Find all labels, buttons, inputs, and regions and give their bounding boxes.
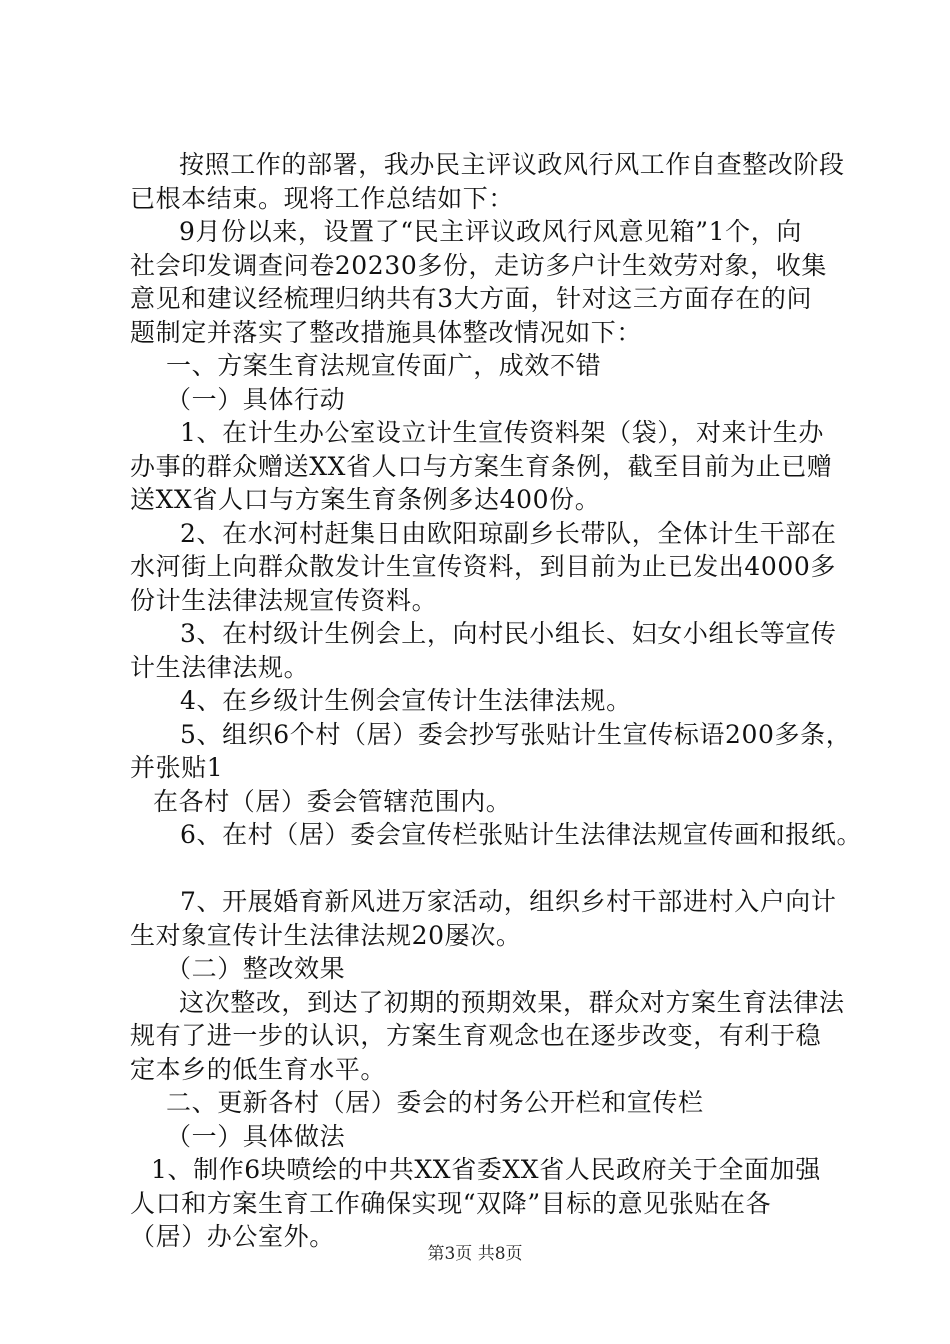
subsection-heading: （一）具体行动 xyxy=(166,384,346,414)
paragraph-line: 3、在村级计生例会上，向村民小组长、妇女小组长等宣传 xyxy=(180,619,837,648)
paragraph-line: 按照工作的部署，我办民主评议政风行风工作自查整改阶段 xyxy=(179,150,845,179)
paragraph-line: 并张贴1 xyxy=(130,753,224,782)
paragraph-line: 5、组织6个村（居）委会抄写张贴计生宣传标语200多条， xyxy=(180,719,852,749)
paragraph-line: 9月份以来，设置了“民主评议政风行风意见箱”1个，向 xyxy=(179,217,802,246)
paragraph-line: 2、在水河村赶集日由欧阳琼副乡长带队，全体计生干部在 xyxy=(180,518,837,548)
paragraph-line: 4、在乡级计生例会宣传计生法律法规。 xyxy=(180,686,632,715)
document-body xyxy=(130,148,863,1254)
paragraph-line: 这次整改，到达了初期的预期效果，群众对方案生育法律法 xyxy=(179,987,845,1017)
section-heading: 二、更新各村（居）委会的村务公开栏和宣传栏 xyxy=(166,1088,704,1117)
section-heading: 一、方案生育法规宣传面广，成效不错 xyxy=(166,351,602,380)
paragraph-line: 社会印发调查问卷20230多份，走访多户计生效劳对象，收集 xyxy=(130,250,827,280)
paragraph-line: 在各村（居）委会管辖范围内。 xyxy=(153,786,512,816)
paragraph-line: 规有了进一步的认识，方案生育观念也在逐步改变，有利于稳 xyxy=(130,1021,822,1050)
paragraph-line: 人口和方案生育工作确保实现“双降”目标的意见张贴在各 xyxy=(130,1188,772,1218)
paragraph-line: （居）办公室外。 xyxy=(130,1222,335,1251)
paragraph-line: 题制定并落实了整改措施具体整改情况如下： xyxy=(130,317,643,347)
paragraph-line: 计生法律法规。 xyxy=(130,652,310,682)
paragraph-line: 送XX省人口与方案生育条例多达400份。 xyxy=(130,485,601,514)
paragraph-line: 6、在村（居）委会宣传栏张贴计生法律法规宣传画和报纸。 xyxy=(180,820,863,849)
subsection-heading: （一）具体做法 xyxy=(166,1121,346,1151)
paragraph-line: 7、开展婚育新风进万家活动，组织乡村干部进村入户向计 xyxy=(180,887,837,916)
page-footer: 第3页 共8页 xyxy=(427,1244,523,1264)
paragraph-line: 水河街上向群众散发计生宣传资料，到目前为止已发出4000多 xyxy=(130,552,837,581)
paragraph-line: 份计生法律法规宣传资料。 xyxy=(130,585,438,615)
paragraph-line: 1、在计生办公室设立计生宣传资料架（袋），对来计生办 xyxy=(180,418,825,447)
paragraph-line: 生对象宣传计生法律法规20屡次。 xyxy=(130,920,522,950)
blank-line xyxy=(130,852,850,886)
subsection-heading: （二）整改效果 xyxy=(166,954,346,983)
paragraph-line: 1、制作6块喷绘的中共XX省委XX省人民政府关于全面加强 xyxy=(151,1155,821,1184)
paragraph-line: 意见和建议经梳理归纳共有3大方面，针对这三方面存在的问 xyxy=(130,284,813,313)
paragraph-line: 已根本结束。现将工作总结如下： xyxy=(130,183,515,213)
paragraph-line: 定本乡的低生育水平。 xyxy=(130,1054,387,1084)
paragraph-line: 办事的群众赠送XX省人口与方案生育条例，截至目前为止已赠 xyxy=(130,451,833,481)
